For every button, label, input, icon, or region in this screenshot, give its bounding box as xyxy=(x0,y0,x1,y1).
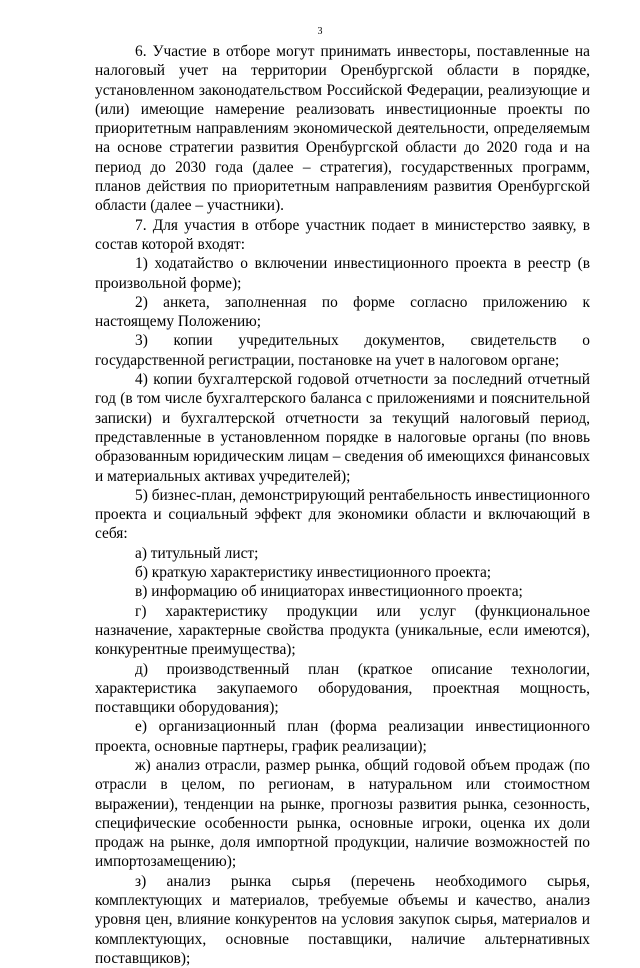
sub-item-g: г) характеристику продукции или услуг (функциональное назначение, характерные свойства продукта (уникальные, если имеются), конкурентные преимущества); xyxy=(95,602,590,659)
list-item-2: 2) анкета, заполненная по форме согласно приложению к настоящему Положению; xyxy=(95,293,590,331)
sub-item-a: а) титульный лист; xyxy=(135,544,259,562)
sub-item-d: д) производственный план (краткое описание технологии, характеристика закупаемого оборудования, проектная мощность, поставщики оборудования); xyxy=(95,660,590,717)
list-item-3: 3) копии учредительных документов, свидетельств о государственной регистрации, постановке на учет в налоговом органе; xyxy=(95,332,590,369)
paragraph-item-7: 7. Для участия в отборе участник подает в министерство заявку, в состав которой входят: xyxy=(95,216,590,253)
document-body xyxy=(95,42,590,968)
sub-item-e: е) организационный план (форма реализации инвестиционного проекта, основные партнеры, график реализации); xyxy=(95,718,590,755)
sub-item-b: б) краткую характеристику инвестиционного проекта; xyxy=(135,564,492,582)
sub-item-zh: ж) анализ отрасли, размер рынка, общий годовой объем продаж (по отрасли в целом, по регионам, в натуральном или стоимостном выражении), тенденции на рынке, прогнозы развития рынка, сезонность, специфические особенности рынка, основные игроки, оценка их доли продаж на рынке, доля импортной продукции, наличие возможностей по импортозамещению); xyxy=(95,756,590,871)
paragraph-item-6: 6. Участие в отборе могут принимать инвесторы, поставленные на налоговый учет на территории Оренбургской области в порядке, установленном законодательством Российской Федерации, реализующие и (или) имеющие намерение реализовать инвестиционные проекты по приоритетным направлениям экономической деятельности, определяемым на основе стратегии развития Оренбургской области до 2020 года и на период до 2030 года (далее – стратегия), государственных программ, планов действия по приоритетным направлениям развития Оренбургской области (далее – участники). xyxy=(95,43,590,215)
sub-item-v: в) информацию об инициаторах инвестиционного проекта; xyxy=(135,583,523,601)
page-number: 3 xyxy=(317,26,323,37)
sub-item-z: з) анализ рынка сырья (перечень необходимого сырья, комплектующих и материалов, требуемые объемы и качество, анализ уровня цен, влияние конкурентов на условия закупок сырья, материалов и комплектующих, основные поставщики, наличие альтернативных поставщиков); xyxy=(95,872,590,967)
list-item-1: 1) ходатайство о включении инвестиционного проекта в реестр (в произвольной форме); xyxy=(95,255,590,292)
list-item-5: 5) бизнес-план, демонстрирующий рентабельность инвестиционного проекта и социальный эффект для экономики области и включающий в себя: xyxy=(95,486,590,543)
list-item-4: 4) копии бухгалтерской годовой отчетности за последний отчетный год (в том числе бухгалтерского баланса с приложениями и пояснительной записки) и бухгалтерской отчетности за текущий налоговый период, представленные в установленном порядке в налоговые органы (по вновь образованным юридическим лицам – сведения об имеющихся финансовых и материальных активах учредителей); xyxy=(95,371,590,485)
